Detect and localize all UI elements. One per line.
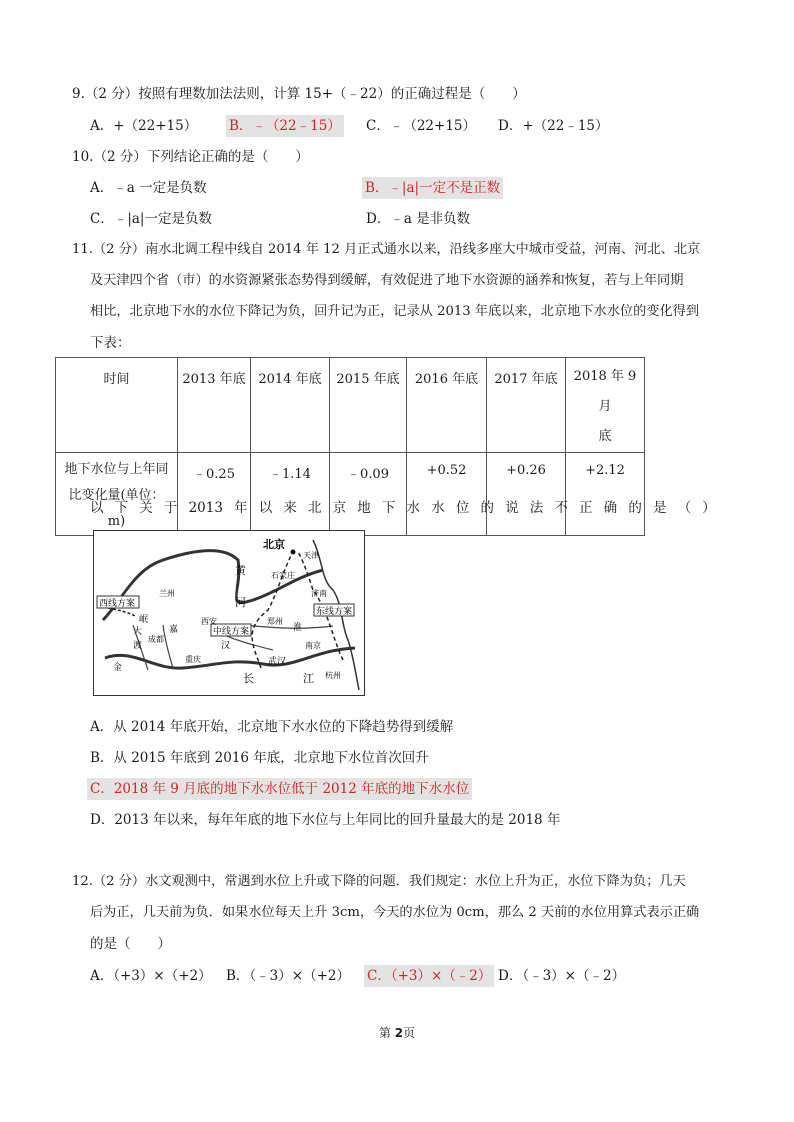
table-row bbox=[56, 453, 645, 536]
beijing-label: 北京 bbox=[263, 538, 285, 551]
q9-stem: 9.（2 分）按照有理数加法法则，计算 15+（﹣22）的正确过程是（ ） bbox=[72, 86, 526, 102]
table-header-time: 时间 bbox=[56, 358, 178, 453]
q11-question-line bbox=[90, 498, 716, 518]
q11-question-char: 下 bbox=[381, 500, 396, 516]
q11-question-char: 是 bbox=[652, 500, 667, 516]
q9-option-d: D．+（22﹣15） bbox=[498, 118, 609, 134]
q12-option-c-answer: C．（+3）×（﹣2） bbox=[364, 965, 494, 987]
table-cell-2017: +0.26 bbox=[487, 453, 566, 536]
table-header-2018 bbox=[566, 358, 645, 453]
q11-question-char: 位 bbox=[455, 500, 470, 516]
nanjing-label: 南京 bbox=[305, 641, 321, 650]
shijiazhuang-label: 石家庄 bbox=[271, 571, 295, 580]
q11-question-char: ） bbox=[702, 500, 716, 516]
q11-question-char: 的 bbox=[628, 500, 642, 516]
q11-option-a: A．从 2014 年底开始，北京地下水水位的下降趋势得到缓解 bbox=[90, 719, 454, 735]
jiang-label: 江 bbox=[303, 672, 314, 685]
chongqing-label: 重庆 bbox=[185, 655, 201, 664]
huai-label: 淮 bbox=[293, 623, 303, 633]
jinsha-label: 金 bbox=[113, 663, 123, 673]
q11-question-char: 来 bbox=[283, 500, 297, 516]
changjiang-label: 长 bbox=[243, 672, 254, 685]
west-route-label: 西线方案 bbox=[99, 599, 136, 609]
yellow-river-label: 黄 bbox=[235, 564, 246, 577]
east-route-label: 东线方案 bbox=[316, 607, 353, 617]
q12-option-b: B．（﹣3）×（+2） bbox=[226, 968, 350, 984]
q11-question-char: 以 bbox=[90, 500, 104, 516]
table-cell-2015: ﹣0.09 bbox=[330, 453, 407, 536]
table-header-2018-line2: 底 bbox=[598, 429, 612, 444]
q11-question-char: 以 bbox=[258, 500, 273, 516]
q12-stem-line-1: 12.（2 分）水文观测中，常遇到水位上升或下降的问题．我们规定：水位上升为正，水位下降为负；几天 bbox=[72, 874, 686, 889]
q11-question-char: 地 bbox=[357, 500, 371, 516]
q10-option-d: D．﹣a 是非负数 bbox=[366, 211, 471, 227]
footer-prefix: 第 bbox=[378, 1026, 395, 1040]
table-cell-2013: ﹣0.25 bbox=[178, 453, 251, 536]
q9-option-a: A．+（22+15） bbox=[90, 118, 198, 134]
q11-question-char: 法 bbox=[529, 500, 544, 516]
q11-question-char: 下 bbox=[114, 500, 129, 516]
table-row-label-line2: 比变化量(单位：m) bbox=[68, 488, 165, 529]
q11-stem-line-3: 相比，北京地下水的水位下降记为负，回升记为正，记录从 2013 年底以来，北京地下水水位的变化得到 bbox=[90, 304, 700, 319]
table-cell-2016: +0.52 bbox=[407, 453, 487, 536]
jinan-label: 济南 bbox=[311, 589, 327, 598]
q11-option-d: D．2013 年以来，每年年底的地下水位与上年同比的回升量最大的是 2018 年 bbox=[90, 812, 561, 828]
q11-question-char: 水 bbox=[406, 500, 421, 516]
q10-option-b-answer: B．﹣|a|一定不是正数 bbox=[362, 177, 503, 199]
q10-stem: 10.（2 分）下列结论正确的是（ ） bbox=[72, 149, 309, 165]
q9-option-b-answer: B．﹣（22﹣15） bbox=[226, 115, 344, 137]
q10-option-c: C．﹣|a|一定是负数 bbox=[90, 211, 212, 227]
tianjin-label: 天津 bbox=[303, 551, 319, 560]
q9-option-c: C．﹣（22+15） bbox=[366, 118, 476, 134]
hangzhou-label: 杭州 bbox=[325, 671, 341, 680]
q11-question-char: 年 bbox=[234, 500, 248, 516]
table-header-2015: 2015 年底 bbox=[330, 358, 407, 453]
lanzhou-label: 兰州 bbox=[159, 589, 175, 598]
han-label: 汉 bbox=[221, 641, 231, 651]
beijing-marker bbox=[291, 550, 296, 555]
min-label: 岷 bbox=[139, 615, 149, 625]
q11-question-char: 北 bbox=[307, 500, 322, 516]
q11-question-char: 关 bbox=[139, 500, 153, 516]
q11-question-char: 京 bbox=[332, 500, 347, 516]
page-footer bbox=[0, 1024, 794, 1041]
q11-option-b: B．从 2015 年底到 2016 年底，北京地下水位首次回升 bbox=[90, 750, 429, 766]
table-cell-2014: ﹣1.14 bbox=[251, 453, 330, 536]
q11-question-char: （ bbox=[677, 500, 692, 516]
table-header-2013: 2013 年底 bbox=[178, 358, 251, 453]
q11-question-char: 2013 bbox=[188, 500, 223, 516]
q12-option-d: D．（﹣3）×（﹣2） bbox=[498, 968, 626, 984]
table-header-2014: 2014 年底 bbox=[251, 358, 330, 453]
q12-option-a: A．（+3）×（+2） bbox=[90, 968, 212, 984]
xian-label: 西安 bbox=[201, 617, 217, 626]
q11-stem-line-4: 下表： bbox=[90, 335, 131, 351]
jia-label: 嘉 bbox=[169, 625, 179, 635]
du-label: 渡 bbox=[133, 641, 143, 651]
q10-option-a: A．﹣a 一定是负数 bbox=[90, 180, 207, 196]
q11-stem-line-1: 11.（2 分）南水北调工程中线自 2014 年 12 月正式通水以来，沿线多座大中城市受益，河南、河北、北京 bbox=[72, 242, 701, 257]
q11-question-char: 于 bbox=[163, 500, 178, 516]
zhengzhou-label: 郑州 bbox=[267, 617, 283, 626]
table-header-2016: 2016 年底 bbox=[407, 358, 487, 453]
q11-question-char: 不 bbox=[554, 500, 568, 516]
chengdu-label: 成都 bbox=[148, 635, 164, 644]
wuhan-label: 武汉 bbox=[268, 657, 287, 667]
table-header-2017: 2017 年底 bbox=[487, 358, 566, 453]
da-label: 大 bbox=[133, 627, 143, 637]
table-header-2018-line1: 2018 年 9 月 bbox=[573, 369, 637, 414]
q11-question-char: 说 bbox=[505, 500, 519, 516]
table-cell-2018: +2.12 bbox=[566, 453, 645, 536]
yellow-river-label-2: 河 bbox=[235, 596, 246, 609]
footer-suffix: 页 bbox=[403, 1026, 416, 1040]
q11-question-char: 水 bbox=[431, 500, 445, 516]
table-row-label bbox=[56, 453, 178, 536]
q12-stem-line-3: 的是（ ） bbox=[90, 936, 171, 952]
q11-question-char: 确 bbox=[603, 500, 618, 516]
q12-stem-line-2: 后为正，几天前为负．如果水位每天上升 3cm，今天的水位为 0cm，那么 2 天前的水位用算式表示正确 bbox=[90, 905, 700, 920]
table-row-label-line1: 地下水位与上年同 bbox=[64, 462, 169, 477]
q11-question-char: 的 bbox=[480, 500, 494, 516]
page-number: 2 bbox=[394, 1026, 404, 1040]
q11-option-c-answer: C．2018 年 9 月底的地下水水位低于 2012 年底的地下水水位 bbox=[87, 778, 472, 800]
q11-question-char: 正 bbox=[579, 500, 593, 516]
south-north-water-map bbox=[93, 530, 365, 696]
table-header-row bbox=[56, 358, 645, 453]
middle-route-label: 中线方案 bbox=[213, 627, 250, 637]
q11-stem-line-2: 及天津四个省（市）的水资源紧张态势得到缓解，有效促进了地下水资源的涵养和恢复，若与上年同期 bbox=[90, 273, 684, 288]
